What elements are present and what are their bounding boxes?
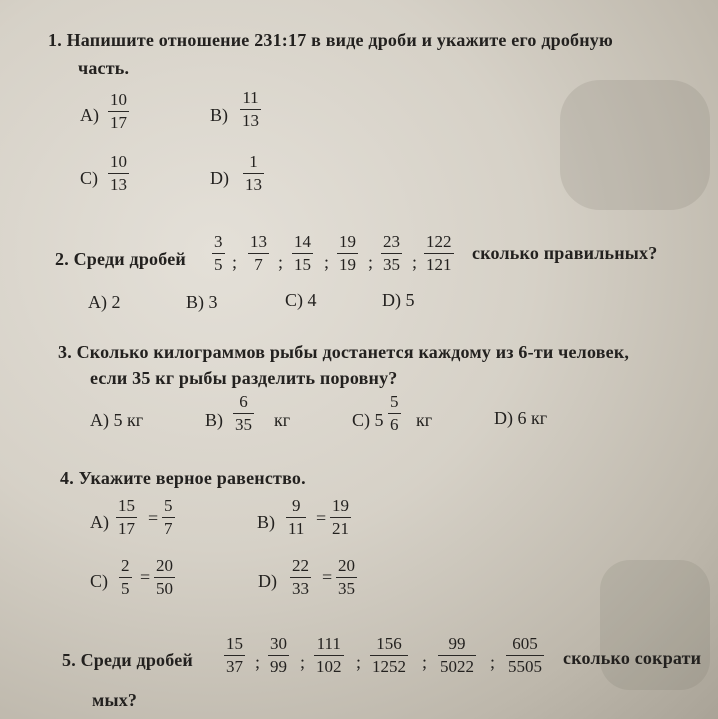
fraction-bar [292, 253, 313, 254]
numerator: 30 [270, 634, 287, 653]
q3-option-a: A) 5 кг [90, 410, 144, 430]
denominator: 50 [156, 579, 173, 598]
q2-fraction-1 [212, 232, 225, 275]
q3-option-b-fraction [233, 392, 254, 435]
q5-fraction-3 [314, 634, 344, 677]
numerator: 15 [118, 496, 135, 515]
denominator: 6 [390, 415, 399, 434]
fraction-bar [438, 655, 476, 656]
numerator: 10 [110, 152, 127, 171]
q2-option-b: B) 3 [186, 292, 218, 312]
denominator: 35 [235, 415, 252, 434]
q5-separator: ; [356, 652, 362, 672]
denominator: 37 [226, 657, 243, 676]
question-1-text-cont: часть. [78, 58, 130, 78]
question-2-text-post: сколько правильных? [472, 243, 658, 263]
fraction-bar [212, 253, 225, 254]
q3-option-c-label: C) 5 [352, 410, 384, 430]
question-1-text: 1. Напишите отношение 231:17 в виде дроби и укажите его дробную [48, 30, 613, 50]
fraction-bar [388, 413, 401, 414]
denominator: 11 [288, 519, 305, 538]
denominator: 5505 [508, 657, 542, 676]
fraction-bar [381, 253, 402, 254]
denominator: 17 [110, 113, 127, 132]
q4-option-c-equals: = [140, 567, 151, 587]
q4-option-d-label: D) [258, 571, 277, 591]
q2-separator: ; [324, 252, 330, 272]
question-2-text: 2. Среди дробей [55, 249, 186, 269]
fraction-bar [268, 655, 289, 656]
denominator: 13 [242, 111, 259, 130]
denominator: 35 [383, 255, 400, 274]
q4-option-a-right [162, 496, 175, 539]
denominator: 5 [214, 255, 223, 274]
bleed-through-shadow [600, 560, 710, 690]
q2-fraction-3 [292, 232, 313, 275]
numerator: 20 [156, 556, 173, 575]
numerator: 3 [214, 232, 223, 251]
q1-option-b-fraction [240, 88, 261, 131]
fraction-bar [336, 577, 357, 578]
question-5-text-post: сколько сократи [563, 648, 702, 668]
numerator: 111 [316, 634, 341, 653]
denominator: 33 [292, 579, 309, 598]
fraction-bar [243, 173, 264, 174]
q2-separator: ; [232, 252, 238, 272]
fraction-bar [314, 655, 344, 656]
numerator: 9 [291, 496, 301, 515]
denominator: 121 [426, 255, 452, 274]
numerator: 5 [390, 392, 399, 411]
q1-option-d-fraction [243, 152, 264, 195]
denominator: 13 [245, 175, 262, 194]
q2-option-c: C) 4 [285, 290, 317, 310]
denominator: 5022 [440, 657, 474, 676]
numerator: 605 [512, 634, 538, 653]
numerator: 5 [164, 496, 173, 515]
denominator: 15 [294, 255, 311, 274]
fraction-bar [370, 655, 408, 656]
q4-option-b-label: B) [257, 512, 275, 532]
numerator: 11 [242, 88, 259, 107]
numerator: 15 [226, 634, 243, 653]
q4-option-b-equals: = [316, 508, 327, 528]
question-5-text-cont: мых? [92, 690, 138, 710]
fraction-bar [248, 253, 269, 254]
q3-option-b-unit: кг [274, 410, 291, 430]
denominator: 7 [254, 255, 263, 274]
numerator: 20 [338, 556, 355, 575]
numerator: 156 [376, 634, 402, 653]
q4-option-b-right [330, 496, 351, 539]
denominator: 5 [121, 579, 130, 598]
question-5-text: 5. Среди дробей [62, 650, 193, 670]
denominator: 1252 [372, 657, 406, 676]
fraction-bar [330, 517, 351, 518]
fraction-bar [108, 111, 129, 112]
fraction-bar [162, 517, 175, 518]
q1-option-d-label: D) [210, 168, 229, 188]
denominator: 102 [316, 657, 342, 676]
q1-option-c-label: C) [80, 168, 98, 188]
fraction-bar [506, 655, 544, 656]
denominator: 21 [332, 519, 349, 538]
fraction-bar [337, 253, 358, 254]
denominator: 19 [339, 255, 356, 274]
fraction-bar [240, 109, 261, 110]
q4-option-d-right [336, 556, 357, 599]
q3-option-c-fraction [388, 392, 401, 435]
q4-option-d-equals: = [322, 567, 333, 587]
q1-option-a-label: A) [80, 105, 99, 125]
fraction-bar [224, 655, 245, 656]
question-3-text-cont: если 35 кг рыбы разделить поровну? [90, 368, 398, 388]
q4-option-c-label: C) [90, 571, 108, 591]
q2-fraction-6 [424, 232, 454, 275]
q1-option-b-label: B) [210, 105, 228, 125]
q4-option-d-left [290, 556, 311, 599]
q1-option-c-fraction [108, 152, 129, 195]
numerator: 23 [383, 232, 400, 251]
q3-option-d: D) 6 кг [494, 408, 548, 428]
denominator: 17 [118, 519, 135, 538]
q4-option-a-equals: = [148, 508, 159, 528]
q5-separator: ; [300, 652, 306, 672]
q4-option-c-right [154, 556, 175, 599]
q5-separator: ; [422, 652, 428, 672]
q2-option-a: A) 2 [88, 292, 121, 312]
q5-separator: ; [490, 652, 496, 672]
denominator: 7 [164, 519, 173, 538]
q2-separator: ; [412, 252, 418, 272]
q5-fraction-2 [268, 634, 289, 677]
q3-option-c-unit: кг [416, 410, 433, 430]
fraction-bar [424, 253, 454, 254]
question-3-text: 3. Сколько килограммов рыбы достанется каждому из 6-ти человек, [58, 342, 630, 362]
q2-fraction-5 [381, 232, 402, 275]
fraction-bar [116, 517, 137, 518]
q2-separator: ; [278, 252, 284, 272]
q2-separator: ; [368, 252, 374, 272]
fraction-bar [154, 577, 175, 578]
numerator: 19 [339, 232, 356, 251]
q2-option-d: D) 5 [382, 290, 415, 310]
numerator: 122 [426, 232, 452, 251]
q5-fraction-4 [370, 634, 408, 677]
numerator: 99 [448, 634, 466, 653]
bleed-through-shadow [560, 80, 710, 210]
denominator: 13 [110, 175, 127, 194]
q4-option-a-label: A) [90, 512, 109, 532]
numerator: 2 [121, 556, 130, 575]
question-4-text: 4. Укажите верное равенство. [60, 468, 306, 488]
q3-option-b-label: B) [205, 410, 223, 430]
q4-option-c-left [119, 556, 132, 599]
fraction-bar [108, 173, 129, 174]
denominator: 99 [270, 657, 287, 676]
fraction-bar [119, 577, 132, 578]
q5-fraction-5 [438, 634, 476, 677]
q5-separator: ; [255, 652, 261, 672]
q4-option-a-left [116, 496, 137, 539]
q5-fraction-1 [224, 634, 245, 677]
q4-option-b-left [286, 496, 306, 539]
q2-fraction-2 [248, 232, 269, 275]
q1-option-a-fraction [108, 90, 129, 133]
fraction-bar [233, 413, 254, 414]
numerator: 1 [249, 152, 258, 171]
numerator: 13 [250, 232, 267, 251]
numerator: 14 [294, 232, 311, 251]
q2-fraction-4 [337, 232, 358, 275]
q5-fraction-6 [506, 634, 544, 677]
numerator: 6 [239, 392, 248, 411]
fraction-bar [286, 517, 306, 518]
numerator: 22 [292, 556, 309, 575]
denominator: 35 [338, 579, 355, 598]
numerator: 19 [332, 496, 349, 515]
fraction-bar [290, 577, 311, 578]
numerator: 10 [110, 90, 127, 109]
